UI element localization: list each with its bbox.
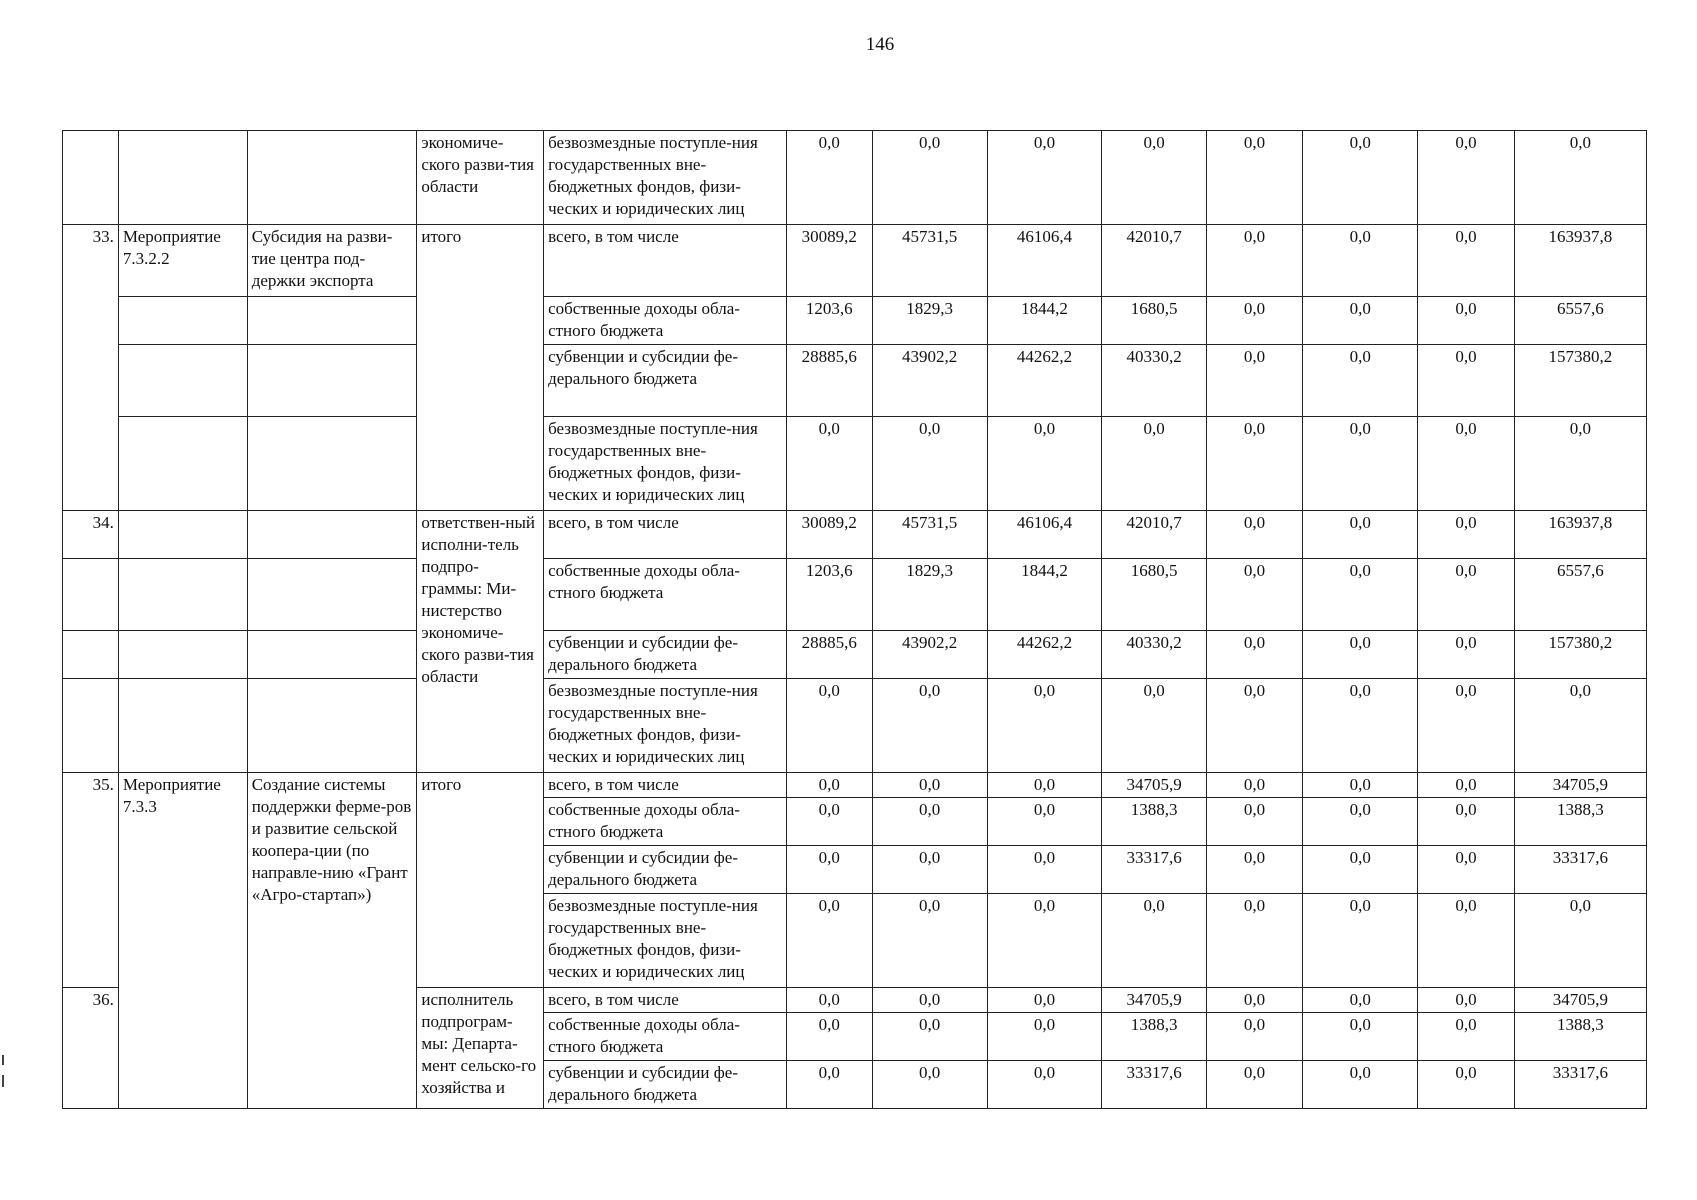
measure-code — [118, 131, 247, 225]
measure-code — [118, 297, 247, 345]
value-total: 157380,2 — [1514, 345, 1646, 417]
value-cell: 0,0 — [987, 1061, 1102, 1109]
value-cell: 1680,5 — [1102, 559, 1206, 631]
measure-code — [118, 345, 247, 417]
value-cell: 34705,9 — [1102, 988, 1206, 1013]
row-number: 34. — [63, 511, 119, 559]
executor: ответствен-ный исполни-тель подпро-граммы: Ми-нистерство экономиче-ского разви-тия области — [417, 511, 544, 773]
value-cell: 0,0 — [872, 1061, 987, 1109]
value-cell: 0,0 — [987, 846, 1102, 894]
value-cell: 0,0 — [1418, 846, 1515, 894]
value-cell: 0,0 — [1206, 1013, 1303, 1061]
executor: исполнитель подпрограм-мы: Департа-мент сельско-го хозяйства и — [417, 988, 544, 1109]
value-cell: 0,0 — [1418, 345, 1515, 417]
value-cell: 46106,4 — [987, 511, 1102, 559]
value-cell: 30089,2 — [786, 511, 872, 559]
value-total: 1388,3 — [1514, 1013, 1646, 1061]
value-cell: 0,0 — [786, 417, 872, 511]
value-cell: 34705,9 — [1102, 773, 1206, 798]
value-cell: 0,0 — [987, 417, 1102, 511]
measure-code — [118, 511, 247, 559]
funding-source: безвозмездные поступле-ния государственных вне-бюджетных фондов, физи-ческих и юридических лиц — [544, 894, 787, 988]
value-cell: 1829,3 — [872, 559, 987, 631]
value-cell: 1844,2 — [987, 559, 1102, 631]
value-cell: 0,0 — [1206, 345, 1303, 417]
value-cell: 0,0 — [1418, 798, 1515, 846]
funding-source: всего, в том числе — [544, 988, 787, 1013]
value-cell: 0,0 — [1418, 297, 1515, 345]
value-cell: 0,0 — [1418, 131, 1515, 225]
funding-source: субвенции и субсидии фе-дерального бюджета — [544, 846, 787, 894]
value-total: 34705,9 — [1514, 773, 1646, 798]
value-cell: 0,0 — [1303, 131, 1418, 225]
value-cell: 0,0 — [1206, 846, 1303, 894]
value-cell: 0,0 — [1102, 894, 1206, 988]
scan-edge-mark — [2, 1075, 4, 1087]
value-cell: 0,0 — [872, 988, 987, 1013]
measure-name — [247, 559, 417, 631]
value-cell: 0,0 — [1418, 631, 1515, 679]
row-number — [63, 559, 119, 631]
value-cell: 0,0 — [1303, 773, 1418, 798]
value-cell: 33317,6 — [1102, 846, 1206, 894]
row-number: 35. — [63, 773, 119, 988]
row-number: 33. — [63, 225, 119, 511]
measure-code — [118, 631, 247, 679]
value-total: 33317,6 — [1514, 1061, 1646, 1109]
value-cell: 0,0 — [1303, 1013, 1418, 1061]
value-cell: 0,0 — [872, 798, 987, 846]
measure-name — [247, 417, 417, 511]
value-cell: 0,0 — [987, 988, 1102, 1013]
value-cell: 0,0 — [786, 679, 872, 773]
value-cell: 0,0 — [1303, 297, 1418, 345]
value-cell: 0,0 — [1206, 631, 1303, 679]
value-cell: 0,0 — [1418, 417, 1515, 511]
value-cell: 28885,6 — [786, 345, 872, 417]
row-number: 36. — [63, 988, 119, 1109]
table-row — [63, 345, 1647, 417]
executor: итого — [417, 225, 544, 511]
value-cell: 1388,3 — [1102, 798, 1206, 846]
value-cell: 0,0 — [1206, 988, 1303, 1013]
table-row — [63, 631, 1647, 679]
value-cell: 0,0 — [1303, 798, 1418, 846]
measure-name — [247, 631, 417, 679]
value-cell: 0,0 — [872, 679, 987, 773]
value-total: 0,0 — [1514, 894, 1646, 988]
value-cell: 0,0 — [872, 773, 987, 798]
measure-code — [118, 417, 247, 511]
value-total: 0,0 — [1514, 417, 1646, 511]
scan-edge-mark — [2, 1055, 4, 1065]
funding-source: собственные доходы обла-стного бюджета — [544, 297, 787, 345]
value-cell: 0,0 — [1418, 894, 1515, 988]
value-cell: 0,0 — [1418, 559, 1515, 631]
value-cell: 40330,2 — [1102, 631, 1206, 679]
measure-code — [118, 679, 247, 773]
value-cell: 0,0 — [786, 131, 872, 225]
value-cell: 0,0 — [1206, 679, 1303, 773]
value-cell: 0,0 — [786, 773, 872, 798]
value-total: 0,0 — [1514, 131, 1646, 225]
value-total: 34705,9 — [1514, 988, 1646, 1013]
table-row — [63, 297, 1647, 345]
funding-source: всего, в том числе — [544, 773, 787, 798]
table-row — [63, 225, 1647, 297]
value-cell: 1680,5 — [1102, 297, 1206, 345]
executor: экономиче-ского разви-тия области — [417, 131, 544, 225]
measure-name — [247, 511, 417, 559]
value-cell: 0,0 — [786, 798, 872, 846]
value-cell: 0,0 — [786, 1013, 872, 1061]
row-number — [63, 631, 119, 679]
value-cell: 0,0 — [1102, 679, 1206, 773]
value-cell: 0,0 — [987, 131, 1102, 225]
page-number: 146 — [865, 34, 895, 55]
value-cell: 0,0 — [987, 1013, 1102, 1061]
value-cell: 30089,2 — [786, 225, 872, 297]
value-cell: 0,0 — [1418, 679, 1515, 773]
measure-name — [247, 345, 417, 417]
value-cell: 33317,6 — [1102, 1061, 1206, 1109]
value-total: 0,0 — [1514, 679, 1646, 773]
budget-table — [62, 130, 1647, 1109]
value-cell: 0,0 — [872, 1013, 987, 1061]
value-cell: 0,0 — [1206, 417, 1303, 511]
value-cell: 0,0 — [1206, 559, 1303, 631]
value-cell: 1844,2 — [987, 297, 1102, 345]
measure-name: Субсидия на разви-тие центра под-держки экспорта — [247, 225, 417, 297]
value-cell: 0,0 — [1206, 225, 1303, 297]
measure-code: Мероприятие 7.3.2.2 — [118, 225, 247, 297]
table-row — [63, 131, 1647, 225]
value-cell: 0,0 — [1418, 511, 1515, 559]
value-cell: 0,0 — [1303, 417, 1418, 511]
row-number — [63, 131, 119, 225]
value-cell: 0,0 — [1303, 511, 1418, 559]
value-cell: 0,0 — [1102, 131, 1206, 225]
value-cell: 0,0 — [1418, 988, 1515, 1013]
value-cell: 0,0 — [1303, 1061, 1418, 1109]
value-cell: 44262,2 — [987, 631, 1102, 679]
value-cell: 0,0 — [872, 894, 987, 988]
value-cell: 0,0 — [1206, 1061, 1303, 1109]
value-cell: 0,0 — [872, 846, 987, 894]
value-cell: 0,0 — [1303, 631, 1418, 679]
value-cell: 0,0 — [1303, 345, 1418, 417]
value-cell: 0,0 — [1303, 225, 1418, 297]
row-number — [63, 679, 119, 773]
value-total: 6557,6 — [1514, 559, 1646, 631]
value-cell: 0,0 — [786, 988, 872, 1013]
funding-source: всего, в том числе — [544, 511, 787, 559]
funding-source: субвенции и субсидии фе-дерального бюджета — [544, 345, 787, 417]
funding-source: субвенции и субсидии фе-дерального бюджета — [544, 1061, 787, 1109]
funding-source: безвозмездные поступле-ния государственных вне-бюджетных фондов, физи-ческих и юридических лиц — [544, 131, 787, 225]
value-cell: 0,0 — [786, 894, 872, 988]
value-cell: 44262,2 — [987, 345, 1102, 417]
table-row — [63, 679, 1647, 773]
value-cell: 0,0 — [1303, 679, 1418, 773]
value-cell: 0,0 — [1206, 297, 1303, 345]
value-cell: 0,0 — [1303, 894, 1418, 988]
measure-name: Создание системы поддержки ферме-ров и развитие сельской коопера-ции (по направле-нию «Грант «Агро-стартап») — [247, 773, 417, 1109]
value-cell: 1388,3 — [1102, 1013, 1206, 1061]
table-row — [63, 417, 1647, 511]
value-cell: 43902,2 — [872, 631, 987, 679]
value-cell: 0,0 — [1418, 773, 1515, 798]
value-cell: 0,0 — [1102, 417, 1206, 511]
table-row — [63, 773, 1647, 798]
value-cell: 42010,7 — [1102, 511, 1206, 559]
funding-source: собственные доходы обла-стного бюджета — [544, 559, 787, 631]
value-cell: 0,0 — [1206, 798, 1303, 846]
value-cell: 46106,4 — [987, 225, 1102, 297]
measure-code — [118, 559, 247, 631]
value-cell: 45731,5 — [872, 511, 987, 559]
value-cell: 45731,5 — [872, 225, 987, 297]
measure-name — [247, 679, 417, 773]
measure-name — [247, 131, 417, 225]
value-cell: 28885,6 — [786, 631, 872, 679]
funding-source: безвозмездные поступле-ния государственных вне-бюджетных фондов, физи-ческих и юридических лиц — [544, 679, 787, 773]
value-cell: 0,0 — [1303, 559, 1418, 631]
measure-code: Мероприятие 7.3.3 — [118, 773, 247, 1109]
value-cell: 43902,2 — [872, 345, 987, 417]
value-cell: 0,0 — [786, 1061, 872, 1109]
value-cell: 1203,6 — [786, 297, 872, 345]
value-cell: 0,0 — [786, 846, 872, 894]
value-cell: 0,0 — [1418, 1013, 1515, 1061]
value-cell: 1203,6 — [786, 559, 872, 631]
value-cell: 0,0 — [1303, 846, 1418, 894]
value-total: 1388,3 — [1514, 798, 1646, 846]
value-total: 163937,8 — [1514, 225, 1646, 297]
value-cell: 0,0 — [872, 131, 987, 225]
measure-name — [247, 297, 417, 345]
value-cell: 0,0 — [1303, 988, 1418, 1013]
funding-source: субвенции и субсидии фе-дерального бюджета — [544, 631, 787, 679]
value-cell: 1829,3 — [872, 297, 987, 345]
value-cell: 0,0 — [1418, 1061, 1515, 1109]
funding-source: собственные доходы обла-стного бюджета — [544, 1013, 787, 1061]
value-cell: 0,0 — [987, 679, 1102, 773]
funding-source: собственные доходы обла-стного бюджета — [544, 798, 787, 846]
table-row — [63, 511, 1647, 559]
value-cell: 0,0 — [1206, 894, 1303, 988]
value-cell: 0,0 — [1206, 773, 1303, 798]
value-cell: 0,0 — [987, 894, 1102, 988]
executor: итого — [417, 773, 544, 988]
funding-source: безвозмездные поступле-ния государственных вне-бюджетных фондов, физи-ческих и юридических лиц — [544, 417, 787, 511]
value-total: 163937,8 — [1514, 511, 1646, 559]
value-cell: 0,0 — [1418, 225, 1515, 297]
value-cell: 40330,2 — [1102, 345, 1206, 417]
value-total: 33317,6 — [1514, 846, 1646, 894]
value-cell: 0,0 — [1206, 131, 1303, 225]
value-cell: 42010,7 — [1102, 225, 1206, 297]
funding-source: всего, в том числе — [544, 225, 787, 297]
value-total: 157380,2 — [1514, 631, 1646, 679]
value-total: 6557,6 — [1514, 297, 1646, 345]
table-row — [63, 559, 1647, 631]
value-cell: 0,0 — [1206, 511, 1303, 559]
value-cell: 0,0 — [987, 798, 1102, 846]
value-cell: 0,0 — [987, 773, 1102, 798]
value-cell: 0,0 — [872, 417, 987, 511]
